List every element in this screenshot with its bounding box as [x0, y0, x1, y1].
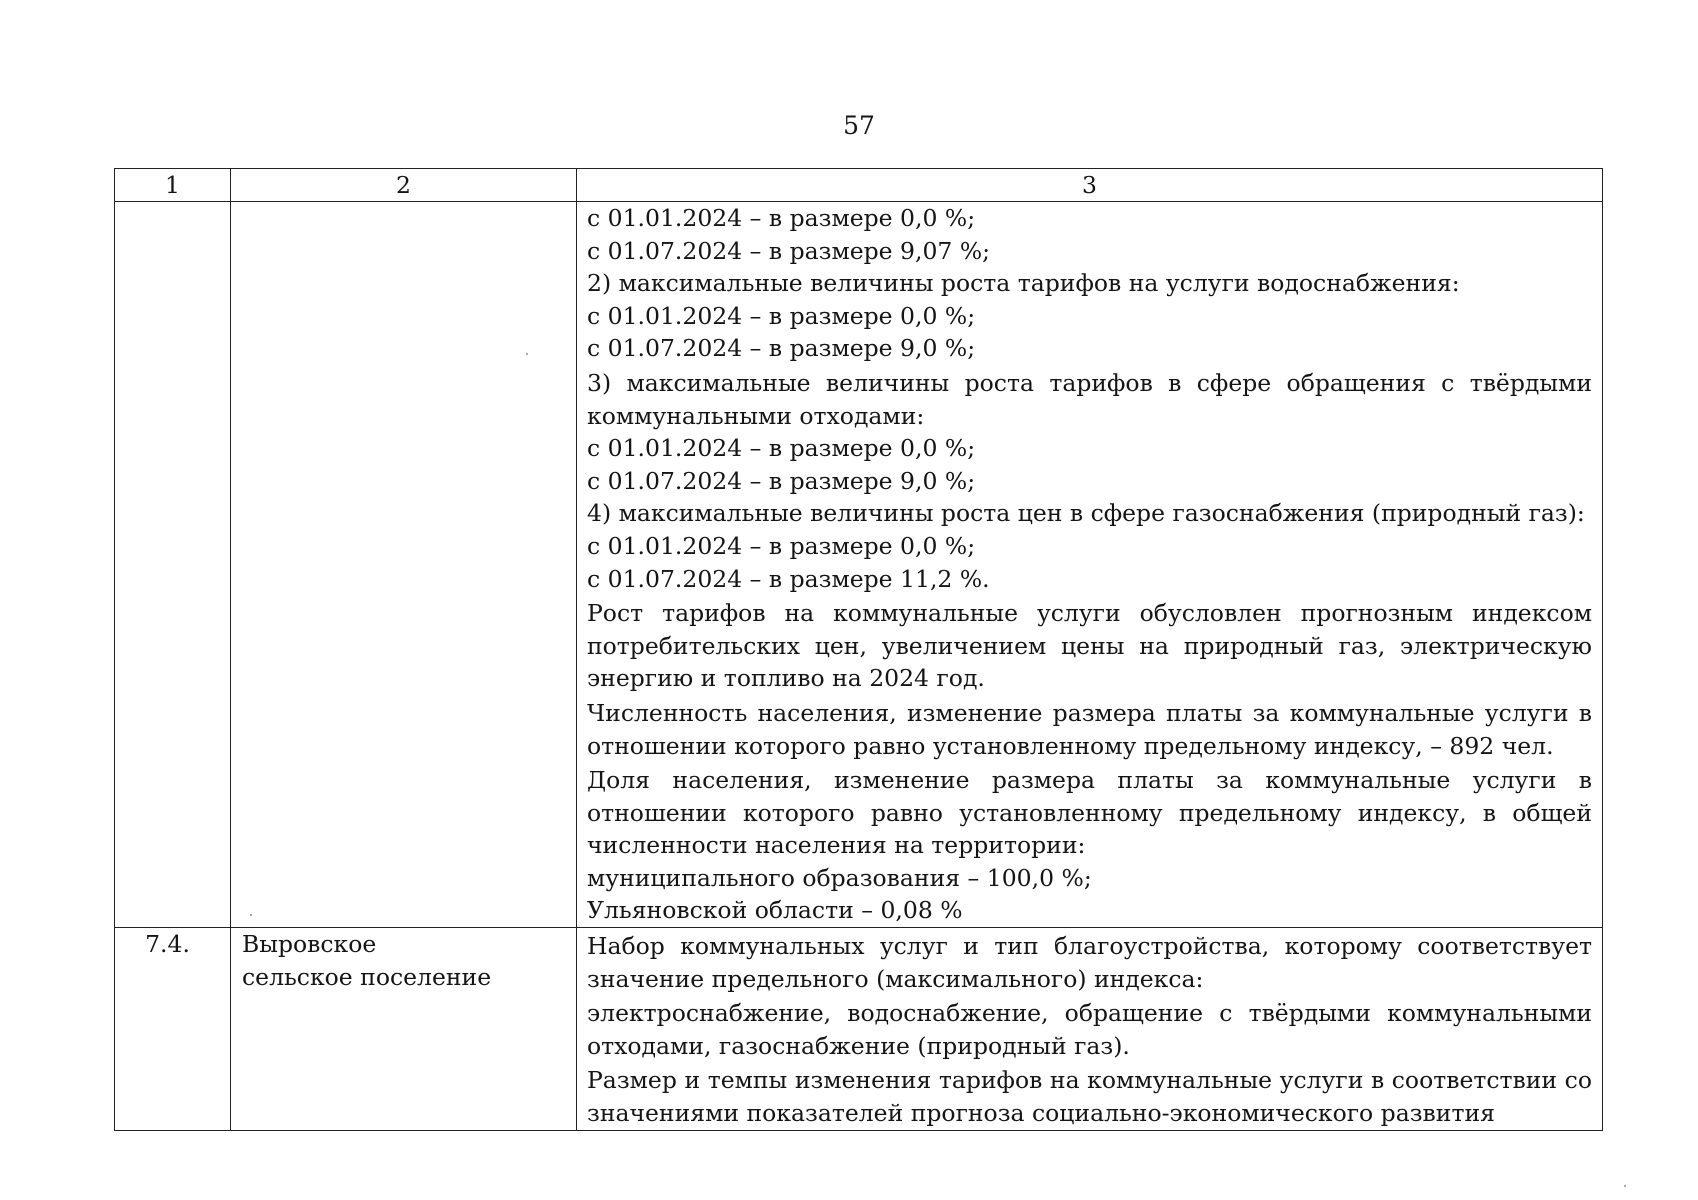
municipal-share-line: муниципального образования – 100,0 %; — [587, 863, 1092, 892]
column-header-2: 2 — [231, 169, 577, 202]
text-line: с 01.01.2024 – в размере 0,0 %; — [587, 204, 976, 232]
tariff-content-cell — [577, 928, 1603, 1131]
settlement-name-cell — [231, 202, 577, 928]
text-line: с 01.07.2024 – в размере 9,0 %; — [587, 466, 976, 495]
column-header-1: 1 — [115, 169, 231, 202]
row-number-cell — [115, 202, 231, 928]
row-number-cell: 7.4. — [115, 928, 231, 1131]
population-paragraph: Численность населения, изменение размера платы за коммунальные услуги в отношении которого равно установленному предельному индексу, – 892 чел. — [587, 698, 1592, 760]
table-header-row — [115, 169, 1603, 202]
tariff-size-paragraph: Размер и темпы изменения тарифов на коммунальные услуги в соответствии со значениями показателей прогноза социально-экономического развития — [587, 1066, 1592, 1128]
text-line: с 01.01.2024 – в размере 0,0 %; — [587, 434, 976, 463]
settlement-name-cell — [231, 928, 577, 1131]
scan-speck — [1624, 1185, 1626, 1187]
settlement-name-line: Выровское — [242, 930, 377, 959]
page-number: 57 — [843, 111, 875, 140]
text-line: с 01.07.2024 – в размере 9,0 %; — [587, 334, 976, 363]
growth-reason-paragraph: Рост тарифов на коммунальные услуги обусловлен прогнозным индексом потребительских цен, увеличением цены на природный газ, электрическую энергию и топливо на 2024 год. — [587, 599, 1592, 693]
text-line: с 01.07.2024 – в размере 9,07 %; — [587, 236, 991, 265]
text-line: 2) максимальные величины роста тарифов на услуги водоснабжения: — [587, 269, 1460, 298]
population-share-paragraph: Доля населения, изменение размера платы за коммунальные услуги в отношении которого равно установленному предельному индексу, в общей численности населения на территории: — [587, 766, 1592, 860]
column-header-3: 3 — [577, 169, 1603, 202]
table-row — [115, 928, 1603, 1131]
table-row — [115, 202, 1603, 928]
tariff-content-cell — [577, 202, 1603, 928]
text-line: с 01.01.2024 – в размере 0,0 %; — [587, 301, 976, 330]
text-line: с 01.01.2024 – в размере 0,0 %; — [587, 531, 976, 560]
service-set-paragraph: Набор коммунальных услуг и тип благоустройства, которому соответствует значение предельного (максимального) индекса: — [587, 932, 1592, 993]
text-line: 4) максимальные величины роста цен в сфере газоснабжения (природный газ): — [587, 499, 1585, 528]
waste-tariff-paragraph: 3) максимальные величины роста тарифов в сфере обращения с твёрдыми коммунальными отходами: — [587, 368, 1592, 430]
scan-speck — [526, 353, 528, 355]
tariff-table — [114, 168, 1603, 1131]
region-share-line: Ульяновской области – 0,08 % — [587, 896, 963, 925]
scan-speck — [250, 914, 252, 916]
services-list-paragraph: электроснабжение, водоснабжение, обращение с твёрдыми коммунальными отходами, газоснабжение (природный газ). — [587, 999, 1592, 1060]
text-line: с 01.07.2024 – в размере 11,2 %. — [587, 564, 990, 593]
settlement-name-line: сельское поселение — [242, 962, 492, 991]
